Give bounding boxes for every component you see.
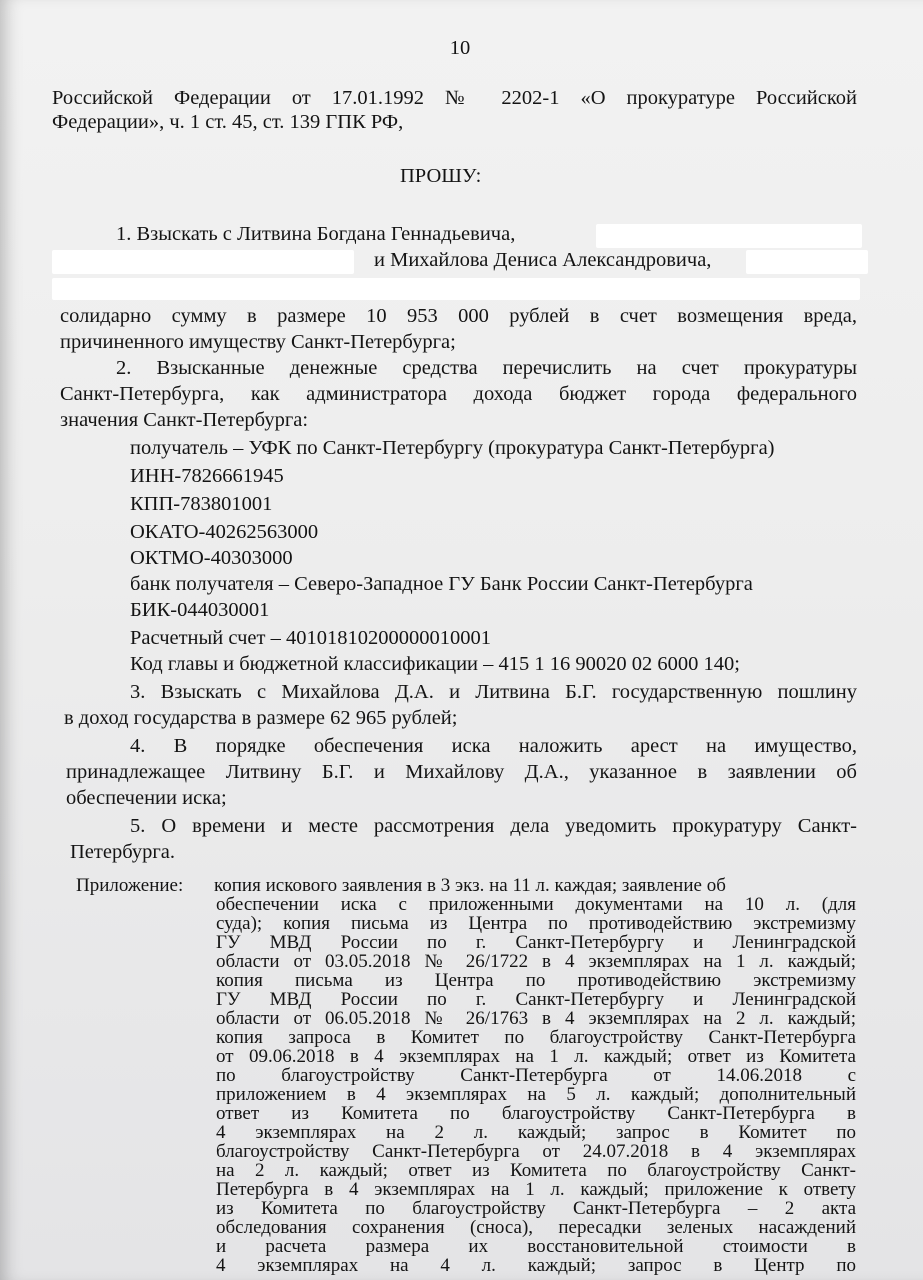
- bank-detail-account: Расчетный счет – 40101810200000010001: [130, 627, 491, 649]
- item1-line-2: и Михайлова Дениса Александровича,: [374, 249, 712, 271]
- attachment-line: ГУ МВД России по г. Санкт-Петербургу и Ленинградской: [216, 932, 856, 953]
- intro-line-1: Российской Федерации от 17.01.1992 № 2202-1 «О прокуратуре Российской: [52, 87, 857, 109]
- bank-detail-inn: ИНН-7826661945: [130, 465, 284, 487]
- item3-line-2: в доход государства в размере 62 965 рублей;: [64, 707, 458, 729]
- page-number: 10: [449, 37, 471, 59]
- attachment-line: области от 03.05.2018 № 26/1722 в 4 экземплярах на 1 л. каждый;: [216, 951, 856, 972]
- item1-line-3: солидарно сумму в размере 10 953 000 рублей в счет возмещения вреда,: [60, 305, 857, 327]
- attachment-line: 4 экземплярах на 4 л. каждый; запрос в Центр по: [216, 1255, 856, 1276]
- attachment-line: обследования сохранения (сноса), пересадки зеленых насаждений: [216, 1217, 856, 1238]
- attachment-line: и расчета размера их восстановительной стоимости в: [216, 1236, 856, 1257]
- bank-detail-kpp: КПП-783801001: [130, 493, 273, 515]
- bank-detail-bik: БИК-044030001: [130, 599, 270, 621]
- section-heading: ПРОШУ:: [400, 165, 482, 187]
- attachment-line: из Комитета по благоустройству Санкт-Петербурга – 2 акта: [216, 1198, 856, 1219]
- item2-line-3: значения Санкт-Петербурга:: [60, 409, 309, 431]
- bank-detail-oktmo: ОКТМО-40303000: [130, 547, 293, 569]
- item5-line-1: 5. О времени и месте рассмотрения дела уведомить прокуратуру Санкт-: [130, 815, 857, 837]
- attachment-line: Петербурга в 4 экземплярах на 1 л. каждый; приложение к ответу: [216, 1179, 856, 1200]
- redacted-block: [52, 278, 860, 300]
- item1-line-4: причиненного имуществу Санкт-Петербурга;: [60, 331, 456, 353]
- redacted-block: [52, 250, 354, 274]
- attachment-line: благоустройству Санкт-Петербурга от 24.07.2018 в 4 экземплярах: [216, 1141, 856, 1162]
- attachment-line: 4 экземплярах на 2 л. каждый; запрос в Комитет по: [216, 1122, 856, 1143]
- attachment-line: приложением в 4 экземплярах на 5 л. каждый; дополнительный: [216, 1084, 856, 1105]
- item1-line-1: 1. Взыскать с Литвина Богдана Геннадьевича,: [116, 223, 516, 245]
- attachment-line: копия искового заявления в 3 экз. на 11 л. каждая; заявление об: [214, 875, 726, 896]
- attachment-line: ГУ МВД России по г. Санкт-Петербургу и Ленинградской: [216, 989, 856, 1010]
- item2-line-2: Санкт-Петербурга, как администратора дохода бюджет города федерального: [60, 383, 857, 405]
- attachment-line: области от 06.05.2018 № 26/1763 в 4 экземплярах на 2 л. каждый;: [216, 1008, 856, 1029]
- attachment-line: ответ из Комитета по благоустройству Санкт-Петербурга в: [216, 1103, 856, 1124]
- intro-line-2: Федерации», ч. 1 ст. 45, ст. 139 ГПК РФ,: [52, 111, 404, 133]
- item4-line-3: обеспечении иска;: [66, 787, 227, 809]
- bank-detail-kbk: Код главы и бюджетной классификации – 415 1 16 90020 02 6000 140;: [130, 653, 740, 675]
- attachment-line: копия запроса в Комитет по благоустройству Санкт-Петербурга: [216, 1027, 856, 1048]
- item5-line-2: Петербурга.: [70, 841, 175, 863]
- item4-line-2: принадлежащее Литвину Б.Г. и Михайлову Д.А., указанное в заявлении об: [66, 761, 857, 783]
- redacted-block: [596, 224, 862, 248]
- item2-line-1: 2. Взысканные денежные средства перечислить на счет прокуратуры: [116, 357, 857, 379]
- attachment-line: обеспечении иска с приложенными документами на 10 л. (для: [216, 894, 856, 915]
- attachment-label: Приложение:: [76, 875, 184, 896]
- attachment-line: копия письма из Центра по противодействию экстремизму: [216, 970, 856, 991]
- attachment-line: на 2 л. каждый; ответ из Комитета по благоустройству Санкт-: [216, 1160, 856, 1181]
- attachment-line: от 09.06.2018 в 4 экземплярах на 1 л. каждый; ответ из Комитета: [216, 1046, 856, 1067]
- bank-detail-bank: банк получателя – Северо-Западное ГУ Банк России Санкт-Петербурга: [130, 573, 753, 595]
- item4-line-1: 4. В порядке обеспечения иска наложить арест на имущество,: [130, 735, 857, 757]
- bank-detail-okato: ОКАТО-40262563000: [130, 521, 319, 543]
- item3-line-1: 3. Взыскать с Михайлова Д.А. и Литвина Б.Г. государственную пошлину: [130, 681, 857, 703]
- attachment-line: суда); копия письма из Центра по противодействию экстремизму: [216, 913, 856, 934]
- bank-detail-recipient: получатель – УФК по Санкт-Петербургу (прокуратура Санкт-Петербурга): [130, 437, 775, 459]
- attachment-line: по благоустройству Санкт-Петербурга от 14.06.2018 с: [216, 1065, 856, 1086]
- redacted-block: [746, 250, 868, 274]
